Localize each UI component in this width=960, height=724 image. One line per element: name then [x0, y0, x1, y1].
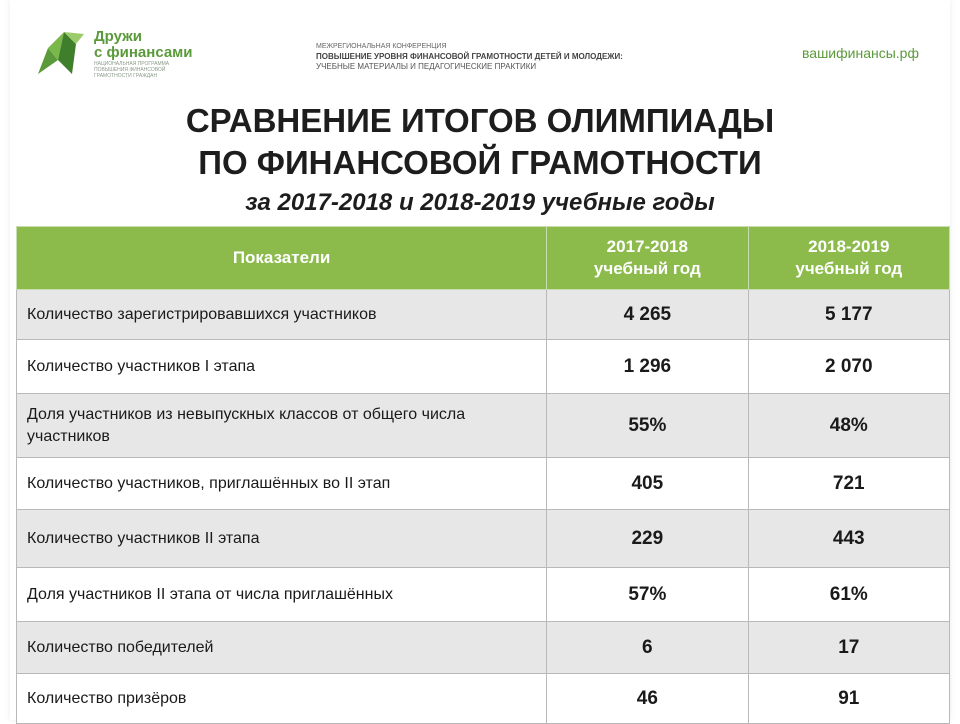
value-2017-2018: 6: [547, 622, 748, 674]
value-2017-2018: 229: [547, 510, 748, 568]
table-row: [17, 674, 950, 724]
value-2017-2018: 1 296: [547, 340, 748, 394]
column-header-2018-2019: [748, 227, 949, 290]
value-2018-2019: 721: [748, 458, 949, 510]
brand-title-line1: Дружи: [94, 28, 143, 45]
value-2018-2019: 2 070: [748, 340, 949, 394]
brand-subtitle: НАЦИОНАЛЬНАЯ ПРОГРАММА ПОВЫШЕНИЯ ФИНАНСОВОЙ ГРАМОТНОСТИ ГРАЖДАН: [94, 61, 170, 79]
value-2017-2018: 57%: [547, 568, 748, 622]
title-line2: ПО ФИНАНСОВОЙ ГРАМОТНОСТИ: [198, 144, 762, 181]
table-row: [17, 394, 950, 458]
page-subtitle: за 2017-2018 и 2018-2019 учебные годы: [245, 189, 715, 216]
conference-line1: МЕЖРЕГИОНАЛЬНАЯ КОНФЕРЕНЦИЯ: [316, 43, 447, 50]
value-2018-2019: 17: [748, 622, 949, 674]
page-title: [10, 100, 950, 184]
logo-icon: [36, 30, 86, 76]
row-label: Количество участников I этапа: [17, 340, 547, 394]
row-label: Количество призёров: [17, 674, 547, 724]
conference-line3: УЧЕБНЫЕ МАТЕРИАЛЫ И ПЕДАГОГИЧЕСКИЕ ПРАКТИКИ: [316, 62, 537, 71]
results-table: [16, 226, 950, 724]
column-header-2017-2018: [547, 227, 748, 290]
row-label: Количество участников II этапа: [17, 510, 547, 568]
table-header-row: [17, 227, 950, 290]
column-header-2017-2018-label: 2017-2018 учебный год: [593, 237, 701, 278]
value-2017-2018: 4 265: [547, 290, 748, 340]
value-2018-2019: 5 177: [748, 290, 949, 340]
title-line1: СРАВНЕНИЕ ИТОГОВ ОЛИМПИАДЫ: [185, 102, 775, 139]
row-label: Доля участников из невыпускных классов от общего числа участников: [17, 394, 547, 458]
conference-info: [316, 42, 786, 72]
value-2017-2018: 55%: [547, 394, 748, 458]
brand-title: [94, 29, 193, 61]
table-row: [17, 458, 950, 510]
value-2017-2018: 46: [547, 674, 748, 724]
brand-title-line2: с финансами: [94, 44, 193, 61]
column-header-2018-2019-label: 2018-2019 учебный год: [795, 237, 903, 278]
row-label: Количество зарегистрировавшихся участников: [17, 290, 547, 340]
value-2018-2019: 48%: [748, 394, 949, 458]
value-2018-2019: 61%: [748, 568, 949, 622]
table-row: [17, 510, 950, 568]
column-header-indicators: [17, 227, 547, 290]
site-link[interactable]: вашифинансы.рф: [802, 45, 919, 61]
row-label: Количество участников, приглашённых во II этап: [17, 458, 547, 510]
table-row: [17, 568, 950, 622]
column-header-indicators-label: Показатели: [232, 248, 331, 267]
row-label: Доля участников II этапа от числа приглашённых: [17, 568, 547, 622]
value-2018-2019: 91: [748, 674, 949, 724]
table-row: [17, 340, 950, 394]
row-label: Количество победителей: [17, 622, 547, 674]
conference-line2: ПОВЫШЕНИЕ УРОВНЯ ФИНАНСОВОЙ ГРАМОТНОСТИ ДЕТЕЙ И МОЛОДЕЖИ:: [316, 52, 623, 61]
value-2017-2018: 405: [547, 458, 748, 510]
value-2018-2019: 443: [748, 510, 949, 568]
table-row: [17, 290, 950, 340]
table-row: [17, 622, 950, 674]
